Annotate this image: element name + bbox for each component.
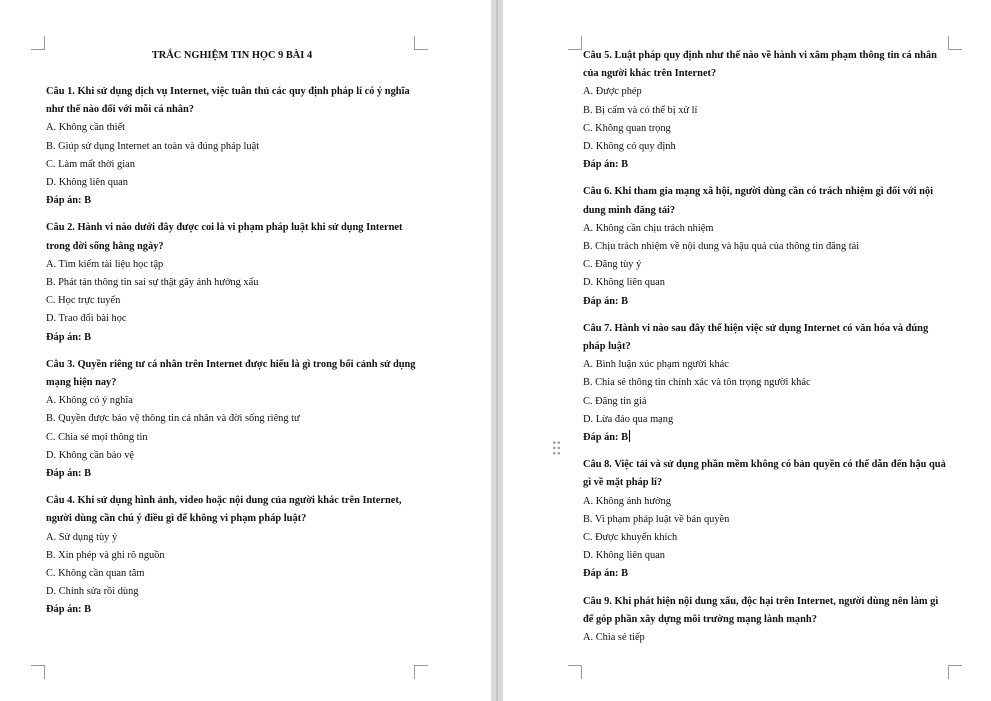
question-6[interactable] [583,183,949,310]
option[interactable]: D. Trao đổi bài học [46,313,127,325]
option[interactable]: C. Đăng tùy ý [583,259,642,271]
option[interactable]: A. Không có ý nghĩa [46,395,133,407]
option[interactable]: D. Không liên quan [46,177,128,189]
option[interactable]: B. Chịu trách nhiệm về nội dung và hậu quả của thông tin đăng tải [583,241,860,253]
drag-handle-icon[interactable] [552,440,561,456]
corner-mark [31,36,45,50]
question-text[interactable]: Câu 8. Việc tải và sử dụng phần mềm không có bản quyền có thể dẫn đến hậu quả gì về mặt pháp lí? [583,459,946,489]
question-text[interactable]: Câu 2. Hành vi nào dưới đây được coi là vi phạm pháp luật khi sử dụng Internet trong đời sống hằng ngày? [46,222,403,252]
option[interactable]: D. Chỉnh sửa rồi dùng [46,586,139,598]
option[interactable]: A. Không cần chịu trách nhiệm [583,222,714,234]
answer-text[interactable]: Đáp án: B [583,432,629,444]
answer-line[interactable]: Đáp án: B [46,468,92,480]
option[interactable]: C. Được khuyến khích [583,532,678,544]
question-text[interactable]: Câu 5. Luật pháp quy định như thế nào về hành vi xâm phạm thông tin cá nhân của người khác trên Internet? [583,50,937,80]
option[interactable]: C. Học trực tuyến [46,295,121,307]
corner-mark [31,665,45,679]
question-text[interactable]: Câu 7. Hành vi nào sau đây thể hiện việc sử dụng Internet có văn hóa và đúng pháp luật? [583,322,929,353]
option[interactable]: D. Không liên quan [583,277,665,289]
document-title[interactable]: TRẮC NGHIỆM TIN HỌC 9 BÀI 4 [151,50,313,61]
option[interactable]: B. Quyền được bảo vệ thông tin cá nhân và đời sống riêng tư [46,413,300,425]
question-5[interactable] [583,47,949,174]
option[interactable]: B. Xin phép và ghi rõ nguồn [46,549,165,561]
option[interactable]: B. Giúp sử dụng Internet an toàn và đúng pháp luật [46,140,260,152]
option[interactable]: D. Không có quy định [583,141,676,153]
option[interactable]: A. Tìm kiếm tài liệu học tập [46,258,164,270]
option[interactable]: A. Không cần thiết [46,122,126,134]
option[interactable]: B. Bị cấm và có thể bị xử lí [583,104,698,116]
document-page-1[interactable] [0,0,491,701]
answer-line[interactable]: Đáp án: B [46,331,92,343]
option[interactable]: C. Đăng tin giả [583,395,647,407]
option[interactable]: C. Không cần quan tâm [46,568,145,580]
question-text[interactable]: Câu 4. Khi sử dụng hình ảnh, video hoặc nội dung của người khác trên Internet, người dùng cần chú ý điều gì để không vi phạm pháp luật? [46,495,402,525]
corner-mark [414,665,428,679]
option[interactable]: D. Không cần bảo vệ [46,449,135,461]
option[interactable]: A. Chia sẻ tiếp [583,632,645,644]
page-body[interactable] [583,47,949,656]
question-text[interactable]: Câu 9. Khi phát hiện nội dung xấu, độc hại trên Internet, người dùng nên làm gì để góp phần xây dựng môi trường mạng lành mạnh? [583,595,939,625]
option[interactable]: C. Chia sẻ mọi thông tin [46,431,148,443]
question-7[interactable] [583,320,949,447]
option[interactable]: C. Không quan trọng [583,122,671,134]
answer-line[interactable]: Đáp án: B [583,568,629,580]
option[interactable]: A. Được phép [583,86,642,98]
answer-line[interactable]: Đáp án: B [583,295,629,307]
answer-line[interactable]: Đáp án: B [583,159,629,171]
page-body[interactable] [46,47,418,629]
option[interactable]: D. Lừa đảo qua mạng [583,413,674,425]
text-cursor [629,430,630,442]
question-2[interactable] [46,219,418,346]
corner-mark [568,665,582,679]
answer-line[interactable]: Đáp án: B [46,195,92,207]
vertical-scrollbar[interactable] [496,0,498,701]
option[interactable]: A. Không ảnh hưởng [583,495,671,507]
option[interactable]: B. Vi phạm pháp luật về bản quyền [583,513,730,525]
answer-line[interactable]: Đáp án: B [46,604,92,616]
question-text[interactable]: Câu 1. Khi sử dụng dịch vụ Internet, việc tuân thủ các quy định pháp lí có ý nghĩa như thế nào đối với mỗi cá nhân? [46,86,410,116]
corner-mark [568,36,582,50]
corner-mark [948,36,962,50]
answer-line[interactable] [583,429,949,447]
option[interactable]: B. Chia sẻ thông tin chính xác và tôn trọng người khác [583,377,811,389]
option[interactable]: C. Làm mất thời gian [46,158,135,170]
question-8[interactable] [583,456,949,583]
option[interactable]: A. Bình luận xúc phạm người khác [583,359,729,371]
option[interactable]: D. Không liên quan [583,550,665,562]
document-page-2[interactable] [503,0,991,701]
question-1[interactable] [46,83,418,210]
question-text[interactable]: Câu 3. Quyền riêng tư cá nhân trên Internet được hiểu là gì trong bối cảnh sử dụng mạng hiện nay? [46,358,416,389]
option[interactable]: A. Sử dụng tùy ý [46,531,118,543]
option[interactable]: B. Phát tán thông tin sai sự thật gây ảnh hưởng xấu [46,277,259,289]
question-3[interactable] [46,356,418,483]
question-9[interactable] [583,593,949,648]
question-4[interactable] [46,492,418,619]
corner-mark [948,665,962,679]
question-text[interactable]: Câu 6. Khi tham gia mạng xã hội, người dùng cần có trách nhiệm gì đối với nội dung mình đăng tải? [583,186,934,216]
